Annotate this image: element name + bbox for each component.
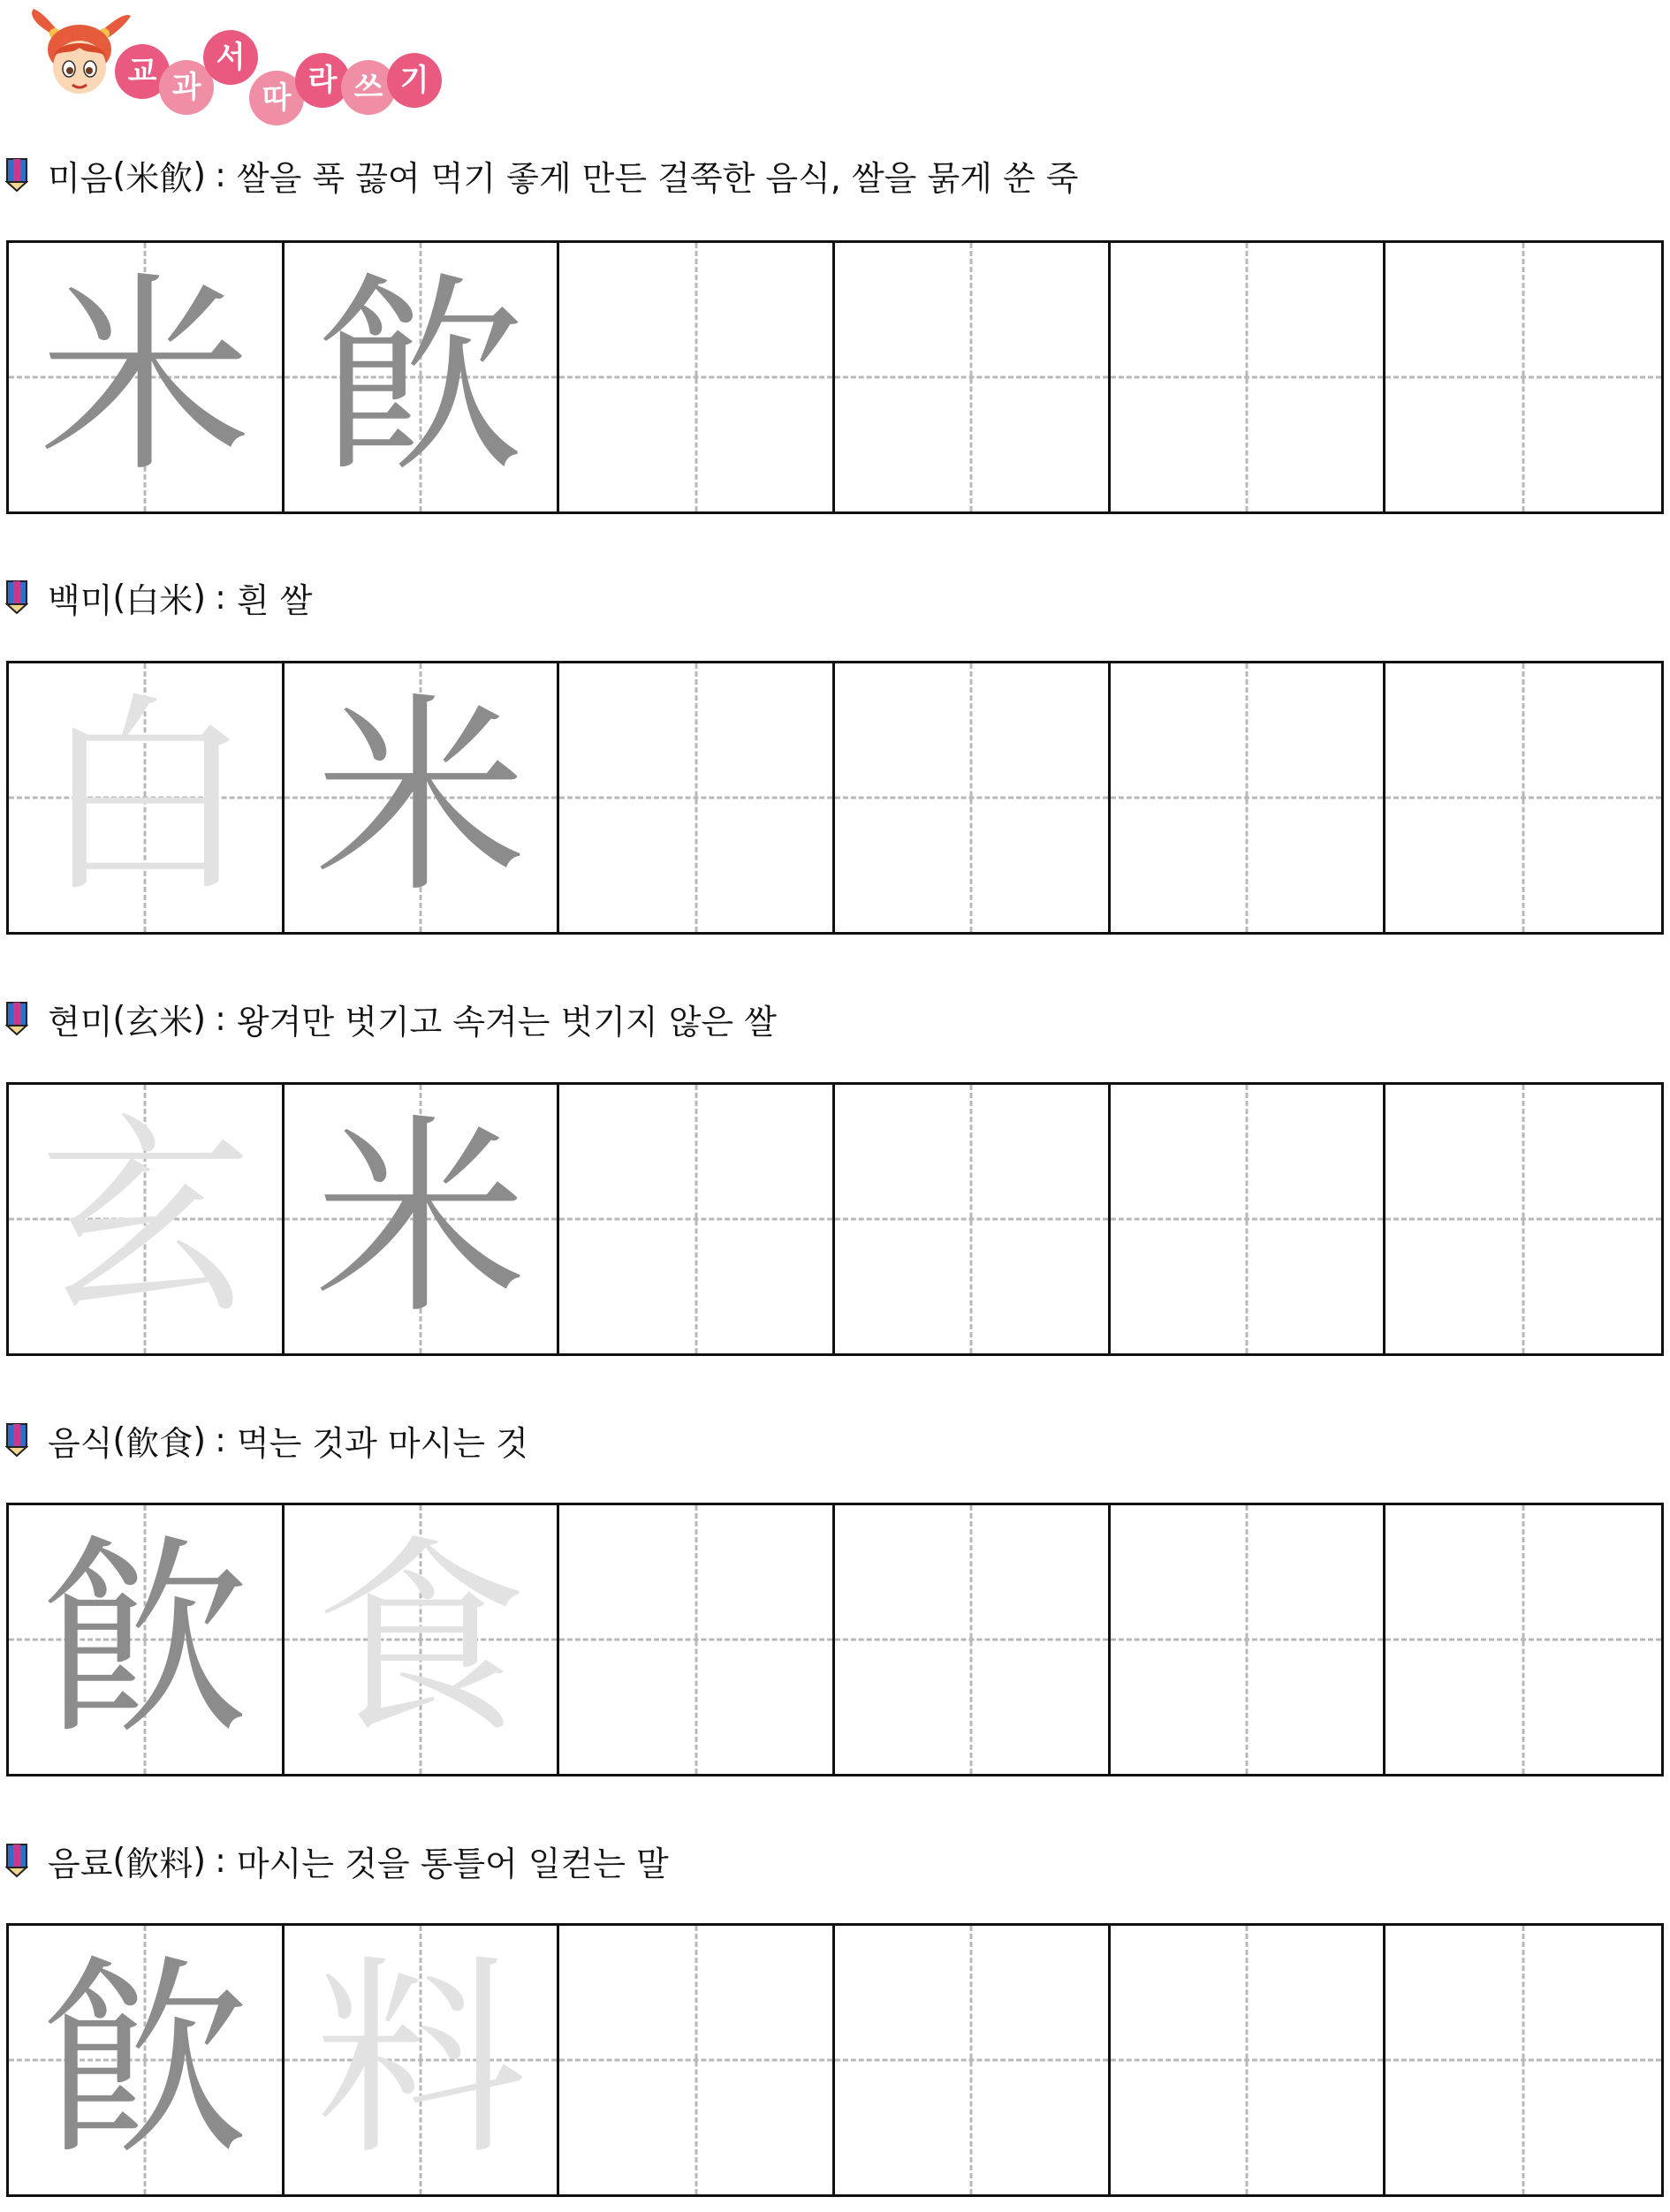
practice-cell[interactable]: [559, 1085, 835, 1353]
entry-word: 미음: [48, 158, 113, 198]
practice-grid-4: [6, 1503, 1664, 1776]
practice-grid-3: [6, 1082, 1664, 1356]
practice-cell[interactable]: [835, 663, 1111, 932]
trace-char: 飮: [39, 1936, 252, 2184]
entry-title-4: 음식 ( 飮食 ) : 먹는 것과 마시는 것: [5, 1417, 528, 1463]
trace-char: 料: [314, 1936, 527, 2184]
practice-grid-1: [6, 240, 1664, 514]
entry-word: 음료: [48, 1844, 113, 1883]
entry-meaning: 마시는 것을 통틀어 일컫는 말: [236, 1844, 669, 1883]
practice-cell[interactable]: [9, 1505, 285, 1774]
pencil-icon: [5, 1843, 28, 1878]
entry-meaning: 흰 쌀: [236, 580, 313, 620]
practice-cell[interactable]: [835, 1505, 1111, 1774]
practice-cell[interactable]: [285, 243, 560, 511]
entry-meaning: 쌀을 푹 끓여 먹기 좋게 만든 걸쭉한 음식, 쌀을 묽게 쑨 죽: [236, 158, 1079, 198]
entry-title-1: 미음 ( 米飮 ) : 쌀을 푹 끓여 먹기 좋게 만든 걸쭉한 음식, 쌀을 묽게 쑨 죽: [5, 152, 1078, 198]
practice-cell[interactable]: [285, 1505, 560, 1774]
practice-cell[interactable]: [9, 1926, 285, 2194]
practice-cell[interactable]: [1111, 1926, 1386, 2194]
practice-cell[interactable]: [1385, 1085, 1661, 1353]
practice-cell[interactable]: [1385, 243, 1661, 511]
practice-cell[interactable]: [559, 663, 835, 932]
entry-word: 현미: [48, 1002, 113, 1042]
pencil-icon: [5, 580, 28, 615]
pencil-icon: [5, 157, 28, 193]
entry-meaning: 왕겨만 벗기고 속겨는 벗기지 않은 쌀: [236, 1002, 777, 1042]
practice-cell[interactable]: [1385, 1505, 1661, 1774]
practice-cell[interactable]: [9, 1085, 285, 1353]
practice-cell[interactable]: [559, 1926, 835, 2194]
practice-cell[interactable]: [559, 243, 835, 511]
practice-cell[interactable]: [1385, 1926, 1661, 2194]
entry-hanja: 飮食: [125, 1423, 194, 1463]
trace-char: 玄: [39, 1095, 252, 1343]
entry-title-2: 백미 ( 白米 ) : 흰 쌀: [5, 574, 312, 620]
logo-char-3: 서: [203, 30, 258, 85]
logo-char-7: 기: [387, 53, 442, 108]
entry-title-3: 현미 ( 玄米 ) : 왕겨만 벗기고 속겨는 벗기지 않은 쌀: [5, 996, 777, 1042]
trace-char: 米: [314, 674, 527, 921]
practice-cell[interactable]: [1111, 1085, 1386, 1353]
practice-cell[interactable]: [835, 243, 1111, 511]
practice-grid-5: [6, 1923, 1664, 2197]
practice-cell[interactable]: [1111, 1505, 1386, 1774]
pencil-icon: [5, 1422, 28, 1458]
practice-cell[interactable]: [285, 663, 560, 932]
entry-hanja: 飮料: [125, 1844, 194, 1883]
header-logo: [27, 4, 486, 118]
practice-cell[interactable]: [1111, 663, 1386, 932]
trace-char: 飮: [39, 1516, 252, 1763]
trace-char: 米: [314, 1095, 527, 1343]
entry-meaning: 먹는 것과 마시는 것: [236, 1423, 528, 1463]
practice-cell[interactable]: [835, 1085, 1111, 1353]
practice-grid-2: [6, 661, 1664, 935]
logo-char-1: 교: [115, 44, 170, 99]
logo-char-5: 라: [295, 53, 350, 108]
girl-mascot-icon: [27, 4, 133, 110]
logo-char-2: 과: [159, 60, 214, 115]
trace-char: 白: [39, 674, 252, 921]
practice-cell[interactable]: [9, 243, 285, 511]
trace-char: 飮: [314, 254, 527, 501]
entry-title-5: 음료 ( 飮料 ) : 마시는 것을 통틀어 일컫는 말: [5, 1837, 669, 1883]
pencil-icon: [5, 1001, 28, 1036]
entry-word: 음식: [48, 1423, 113, 1463]
trace-char: 食: [314, 1516, 527, 1763]
practice-cell[interactable]: [1111, 243, 1386, 511]
entry-hanja: 玄米: [125, 1002, 194, 1042]
entry-hanja: 白米: [125, 580, 194, 620]
logo-char-4: 따: [249, 71, 304, 125]
entry-hanja: 米飮: [125, 158, 194, 198]
trace-char: 米: [39, 254, 252, 501]
practice-cell[interactable]: [559, 1505, 835, 1774]
entry-word: 백미: [48, 580, 113, 620]
practice-cell[interactable]: [835, 1926, 1111, 2194]
practice-cell[interactable]: [9, 663, 285, 932]
logo-char-6: 쓰: [341, 60, 396, 115]
practice-cell[interactable]: [285, 1926, 560, 2194]
practice-cell[interactable]: [1385, 663, 1661, 932]
practice-cell[interactable]: [285, 1085, 560, 1353]
